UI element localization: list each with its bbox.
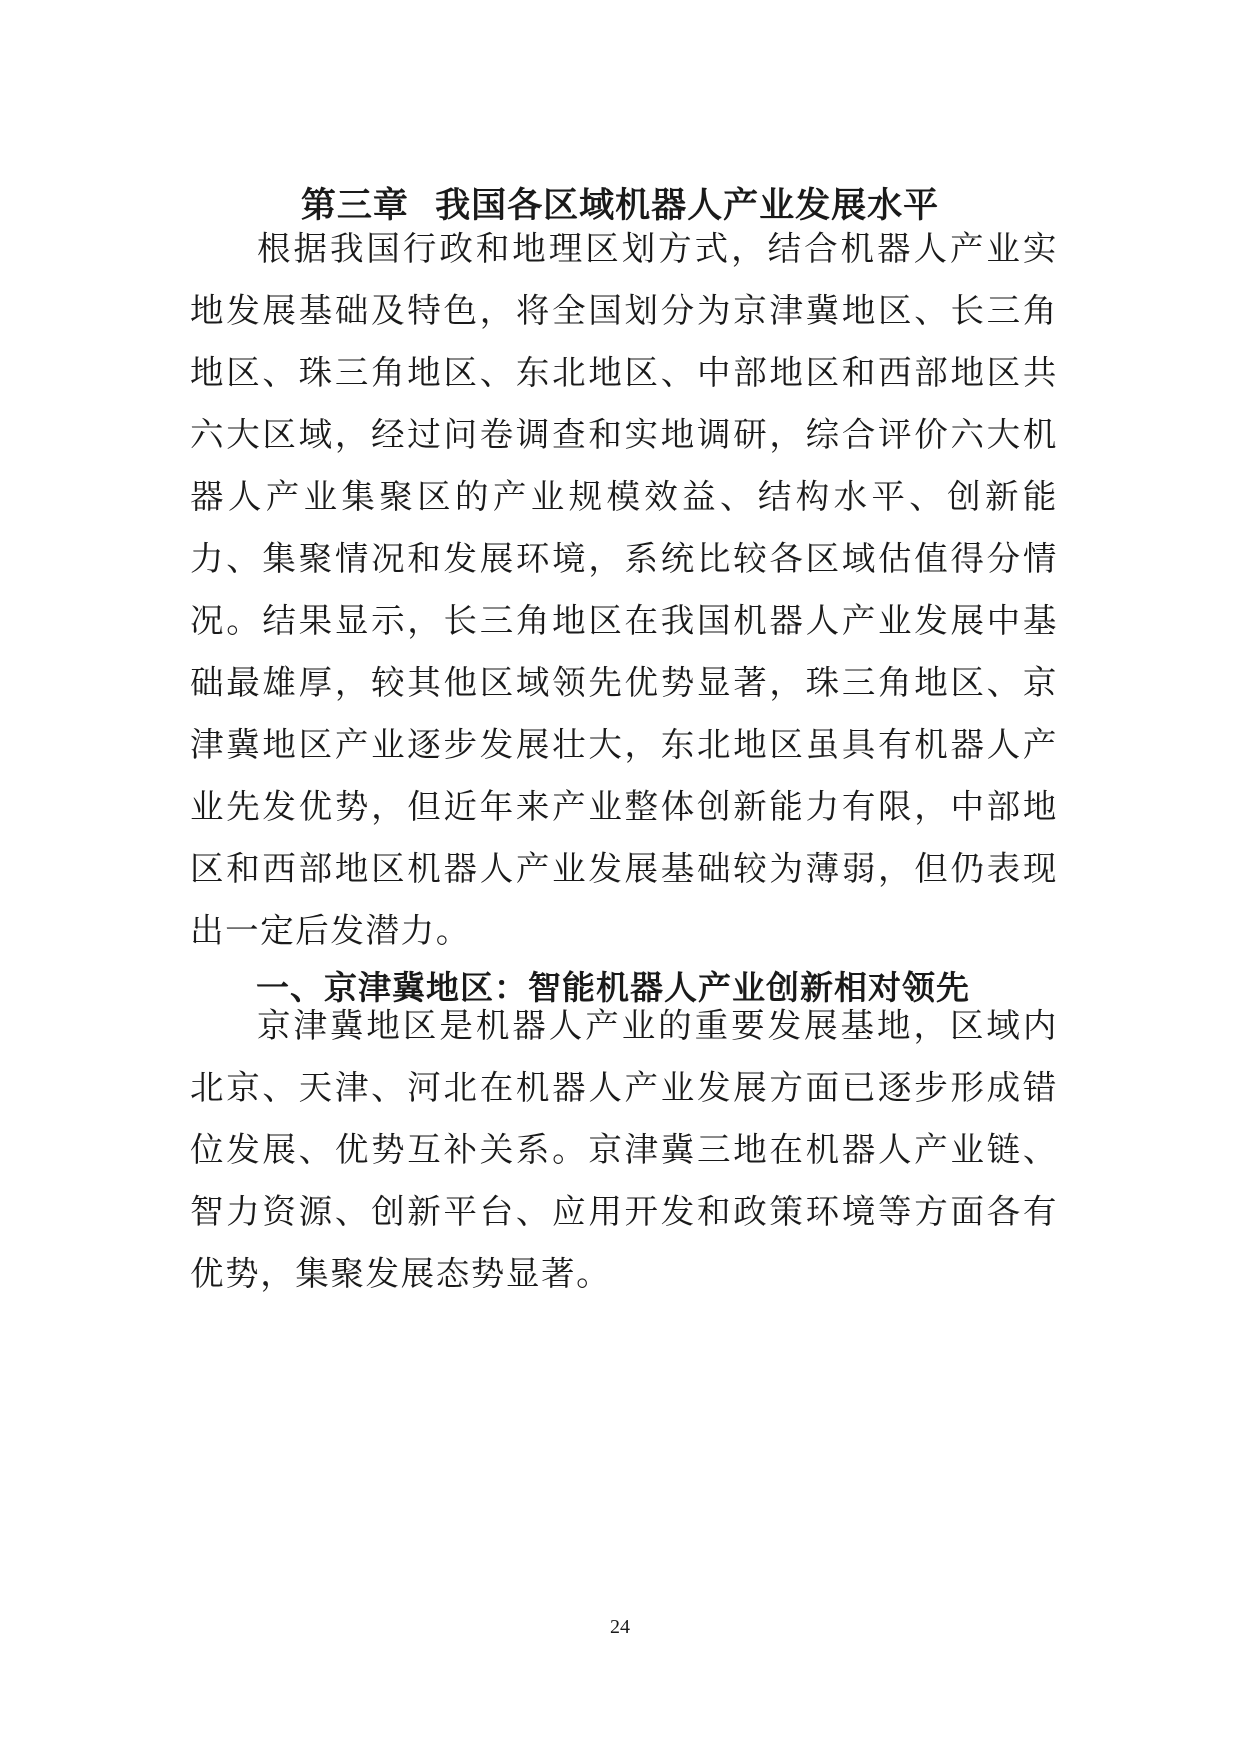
- intro-paragraph: 根据我国行政和地理区划方式，结合机器人产业实地发展基础及特色，将全国划分为京津冀地区、长三角地区、珠三角地区、东北地区、中部地区和西部地区共六大区域，经过问卷调查和实地调研，综合评价六大机器人产业集聚区的产业规模效益、结构水平、创新能力、集聚情况和发展环境，系统比较各区域估值得分情况。结果显示，长三角地区在我国机器人产业发展中基础最雄厚，较其他区域领先优势显著，珠三角地区、京津冀地区产业逐步发展壮大，东北地区虽具有机器人产业先发优势，但近年来产业整体创新能力有限，中部地区和西部地区机器人产业发展基础较为薄弱，但仍表现出一定后发潜力。: [190, 229, 1058, 950]
- chapter-title: 第三章 我国各区域机器人产业发展水平: [300, 186, 940, 227]
- section-paragraph: 京津冀地区是机器人产业的重要发展基地，区域内北京、天津、河北在机器人产业发展方面已逐步形成错位发展、优势互补关系。京津冀三地在机器人产业链、智力资源、创新平台、应用开发和政策环境等方面各有优势，集聚发展态势显著。: [190, 1006, 1058, 1293]
- page-number: 24: [610, 1616, 630, 1638]
- section-heading: 一、京津冀地区：智能机器人产业创新相对领先: [256, 968, 970, 1008]
